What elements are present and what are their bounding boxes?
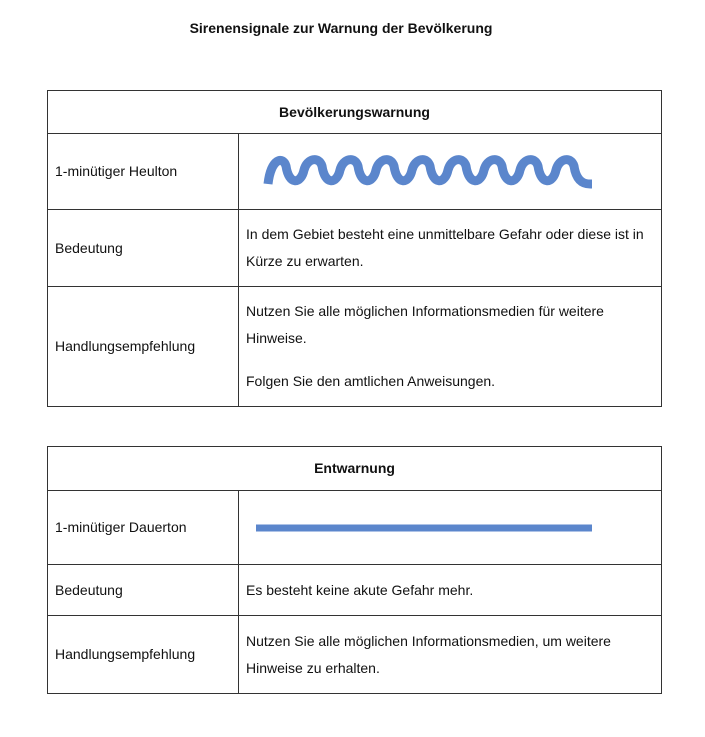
- action-cell: [239, 616, 662, 694]
- tone-cell: [239, 491, 662, 565]
- tone-label: 1-minütiger Dauerton: [48, 491, 239, 565]
- meaning-text: Es besteht keine akute Gefahr mehr.: [239, 565, 662, 616]
- warning-table: [47, 90, 662, 407]
- action-paragraph: Nutzen Sie alle möglichen Informationsmedien, um weitere Hinweise zu erhalten.: [246, 632, 611, 676]
- straight-line-icon: [246, 522, 654, 534]
- meaning-label: Bedeutung: [48, 210, 239, 287]
- page-title: Sirenensignale zur Warnung der Bevölkerung: [189, 20, 493, 36]
- table-heading: Bevölkerungswarnung: [48, 91, 662, 134]
- action-label: Handlungsempfehlung: [48, 616, 239, 694]
- action-cell: [239, 287, 662, 407]
- action-paragraph: Folgen Sie den amtlichen Anweisungen.: [246, 373, 496, 389]
- tone-cell: [239, 134, 662, 210]
- all-clear-table: [47, 446, 662, 694]
- action-label: Handlungsempfehlung: [48, 287, 239, 407]
- tone-label: 1-minütiger Heulton: [48, 134, 239, 210]
- table-heading: Entwarnung: [48, 447, 662, 491]
- meaning-text: In dem Gebiet besteht eine unmittelbare Gefahr oder diese ist in Kürze zu erwarten.: [239, 210, 662, 287]
- meaning-label: Bedeutung: [48, 565, 239, 616]
- action-paragraph: Nutzen Sie alle möglichen Informationsmedien für weitere Hinweise.: [246, 303, 604, 346]
- wavy-line-icon: [246, 150, 654, 194]
